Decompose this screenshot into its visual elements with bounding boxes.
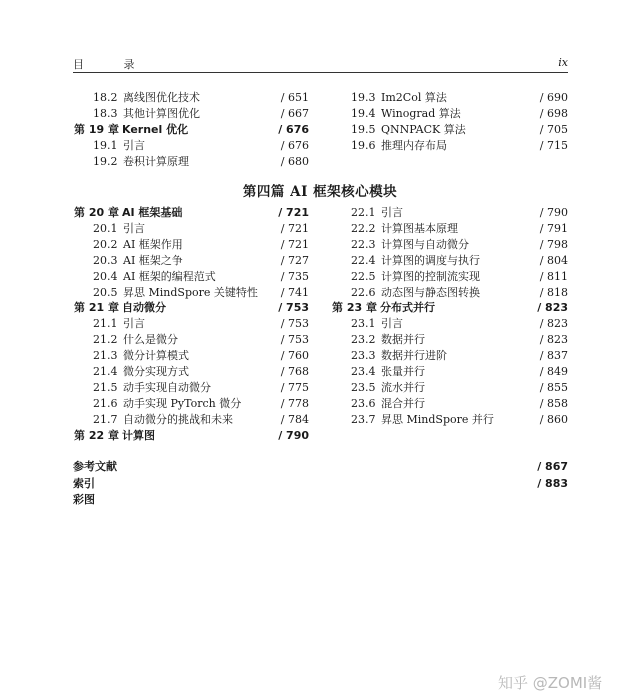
watermark: 知乎 @ZOMI酱 <box>498 674 603 692</box>
toc-section-entry[interactable] <box>332 332 568 348</box>
toc-entry-title: Winograd 算法 <box>381 106 461 120</box>
toc-chapter-entry[interactable] <box>74 205 309 221</box>
toc-section-entry[interactable] <box>74 332 309 348</box>
toc-entry-number: 23.4 <box>351 365 376 378</box>
toc-entry-page: / 778 <box>280 396 309 410</box>
toc-entry-title: 推理内存布局 <box>381 138 447 152</box>
toc-entry-page: / 860 <box>539 412 568 426</box>
running-header <box>73 56 568 72</box>
toc-entry-number: 22.1 <box>351 206 376 219</box>
toc-entry-page: / 721 <box>278 206 309 219</box>
toc-section-entry[interactable] <box>74 237 309 253</box>
toc-entry-number: 第 20 章 <box>74 206 119 219</box>
toc-entry-title: QNNPACK 算法 <box>381 122 466 136</box>
toc-entry-title: AI 框架作用 <box>123 237 183 251</box>
toc-entry-title: 离线图优化技术 <box>123 91 200 104</box>
toc-entry-number: 21.7 <box>93 412 118 426</box>
toc-entry-number: 19.4 <box>351 106 376 120</box>
toc-entry-title: 什么是微分 <box>123 333 178 347</box>
header-page-number: ix <box>558 56 568 69</box>
toc-entry-number: 22.4 <box>351 253 376 267</box>
toc-entry-page: / 791 <box>539 221 568 235</box>
part-title: 第四篇 AI 框架核心模块 <box>242 184 398 200</box>
toc-section-entry[interactable] <box>332 106 568 122</box>
toc-entry-number: 20.4 <box>93 269 118 283</box>
toc-section-entry[interactable] <box>74 412 309 428</box>
toc-entry-title: Kernel 优化 <box>122 122 189 136</box>
toc-entry-number: 20.2 <box>93 237 118 251</box>
toc-entry-number: 23.2 <box>351 333 376 347</box>
toc-entry-number: 21.2 <box>93 333 118 347</box>
toc-entry-number: 18.3 <box>93 106 118 120</box>
toc-entry-number: 20.3 <box>93 253 118 267</box>
toc-entry-title: 昇思 MindSpore 并行 <box>381 412 494 426</box>
toc-entry-page: / 690 <box>539 91 568 104</box>
toc-section-entry[interactable] <box>332 90 568 106</box>
toc-entry-page: / 804 <box>539 253 568 267</box>
toc-entry-title: 计算图的控制流实现 <box>381 269 480 283</box>
toc-section-entry[interactable] <box>332 138 568 154</box>
toc-section-entry[interactable] <box>332 380 568 396</box>
toc-section-entry[interactable] <box>74 380 309 396</box>
toc-entry-page: / 667 <box>280 106 309 120</box>
toc-entry-title: 引言 <box>381 317 403 331</box>
toc-entry-page: / 760 <box>280 349 309 363</box>
toc-entry-page: / 883 <box>537 476 568 490</box>
toc-entry-number: 22.2 <box>351 221 376 235</box>
toc-entry-number: 21.4 <box>93 365 118 378</box>
toc-entry-title: 混合并行 <box>381 396 425 410</box>
toc-chapter-entry[interactable] <box>74 428 309 444</box>
toc-entry-title: 引言 <box>123 317 145 331</box>
toc-entry-title: Im2Col 算法 <box>381 91 447 104</box>
toc-entry-number: 22.3 <box>351 237 376 251</box>
toc-entry-title: 动手实现自动微分 <box>123 380 211 394</box>
toc-entry-number: 23.7 <box>351 412 376 426</box>
toc-entry-number: 21.1 <box>93 317 118 331</box>
toc-entry-title: 分布式并行 <box>380 301 435 315</box>
toc-chapter-entry[interactable] <box>332 300 568 316</box>
toc-entry-page: / 753 <box>280 317 309 331</box>
toc-entry-number: 23.6 <box>351 396 376 410</box>
toc-entry-number: 第 19 章 <box>74 122 119 136</box>
toc-entry-page: / 849 <box>539 365 568 378</box>
toc-backmatter-entry[interactable] <box>73 459 568 475</box>
toc-section-entry[interactable] <box>332 316 568 332</box>
toc-entry-number: 23.3 <box>351 349 376 363</box>
toc-entry-number: 21.3 <box>93 349 118 363</box>
toc-section-entry[interactable] <box>74 253 309 269</box>
toc-entry-title: 彩图 <box>73 493 95 506</box>
toc-entry-page: / 721 <box>280 237 309 251</box>
toc-section-entry[interactable] <box>74 316 309 332</box>
toc-entry-page: / 676 <box>278 122 309 136</box>
toc-entry-number: 19.6 <box>351 138 376 152</box>
toc-entry-number: 第 22 章 <box>74 428 119 442</box>
toc-entry-page: / 753 <box>278 301 309 315</box>
toc-entry-number: 19.1 <box>93 138 118 152</box>
toc-entry-title: 自动微分 <box>122 301 166 315</box>
toc-section-entry[interactable] <box>332 205 568 221</box>
toc-entry-page: / 715 <box>539 138 568 152</box>
toc-entry-title: 卷积计算原理 <box>123 154 189 168</box>
toc-section-entry[interactable] <box>74 106 309 122</box>
toc-entry-page: / 735 <box>280 269 309 283</box>
toc-entry-title: 自动微分的挑战和未来 <box>123 412 233 426</box>
toc-chapter-entry[interactable] <box>74 122 309 138</box>
toc-entry-page: / 698 <box>539 106 568 120</box>
toc-entry-page: / 823 <box>539 333 568 347</box>
toc-entry-page: / 727 <box>280 253 309 267</box>
toc-entry-title: 微分计算模式 <box>123 349 189 363</box>
toc-entry-title: 引言 <box>123 221 145 235</box>
toc-section-entry[interactable] <box>74 269 309 285</box>
toc-entry-page: / 790 <box>539 206 568 219</box>
toc-section-entry[interactable] <box>332 221 568 237</box>
toc-entry-title: 引言 <box>381 206 403 219</box>
toc-section-entry[interactable] <box>74 364 309 380</box>
toc-entry-number: 22.5 <box>351 269 376 283</box>
toc-entry-title: 昇思 MindSpore 关键特性 <box>123 285 258 299</box>
toc-section-entry[interactable] <box>332 269 568 285</box>
toc-entry-page: / 741 <box>280 285 309 299</box>
toc-entry-title: 数据并行进阶 <box>381 349 447 363</box>
toc-entry-page: / 784 <box>280 412 309 426</box>
toc-entry-title: 其他计算图优化 <box>123 106 200 120</box>
toc-section-entry[interactable] <box>332 122 568 138</box>
toc-section-entry[interactable] <box>74 285 309 301</box>
toc-entry-page: / 818 <box>539 285 568 299</box>
toc-entry-title: AI 框架之争 <box>123 253 183 267</box>
toc-section-entry[interactable] <box>332 412 568 428</box>
toc-entry-page: / 775 <box>280 380 309 394</box>
toc-section-entry[interactable] <box>332 396 568 412</box>
toc-entry-page: / 790 <box>278 428 309 442</box>
toc-section-entry[interactable] <box>332 348 568 364</box>
toc-entry-page: / 823 <box>539 317 568 331</box>
toc-section-entry[interactable] <box>74 396 309 412</box>
toc-entry-page: / 798 <box>539 237 568 251</box>
toc-entry-number: 22.6 <box>351 285 376 299</box>
toc-entry-number: 21.6 <box>93 396 118 410</box>
toc-entry-page: / 705 <box>539 122 568 136</box>
toc-entry-title: 微分实现方式 <box>123 365 189 378</box>
toc-entry-number: 第 21 章 <box>74 301 119 315</box>
toc-entry-number: 19.5 <box>351 122 376 136</box>
toc-entry-page: / 867 <box>537 460 568 473</box>
toc-section-entry[interactable] <box>332 285 568 301</box>
toc-entry-page: / 680 <box>280 154 309 168</box>
toc-section-entry[interactable] <box>74 154 309 170</box>
toc-section-entry[interactable] <box>74 221 309 237</box>
toc-backmatter-entry[interactable] <box>73 476 568 492</box>
toc-section-entry[interactable] <box>74 90 309 106</box>
toc-entry-title: 计算图的调度与执行 <box>381 253 480 267</box>
toc-entry-number: 20.1 <box>93 221 118 235</box>
toc-entry-number: 20.5 <box>93 285 118 299</box>
toc-entry-number: 19.3 <box>351 91 376 104</box>
toc-entry-number: 23.5 <box>351 380 376 394</box>
toc-entry-title: 引言 <box>123 138 145 152</box>
toc-entry-page: / 676 <box>280 138 309 152</box>
toc-entry-page: / 768 <box>280 365 309 378</box>
toc-entry-page: / 837 <box>539 349 568 363</box>
toc-entry-page: / 855 <box>539 380 568 394</box>
toc-entry-page: / 823 <box>537 301 568 315</box>
toc-section-entry[interactable] <box>74 138 309 154</box>
header-rule <box>73 72 568 73</box>
toc-entry-page: / 721 <box>280 221 309 235</box>
toc-entry-number: 23.1 <box>351 317 376 331</box>
toc-section-entry[interactable] <box>74 348 309 364</box>
toc-entry-title: 张量并行 <box>381 365 425 378</box>
toc-entry-title: 计算图基本原理 <box>381 221 458 235</box>
toc-entry-title: 计算图 <box>122 428 155 442</box>
toc-entry-number: 19.2 <box>93 154 118 168</box>
toc-entry-title: 动手实现 PyTorch 微分 <box>123 396 242 410</box>
toc-entry-title: 参考文献 <box>73 460 117 473</box>
toc-entry-number: 21.5 <box>93 380 118 394</box>
toc-chapter-entry[interactable] <box>74 300 309 316</box>
toc-entry-page: / 753 <box>280 333 309 347</box>
header-section-title: 目 录 <box>73 58 153 71</box>
toc-backmatter-entry[interactable] <box>73 492 568 508</box>
toc-entry-page: / 651 <box>280 91 309 104</box>
toc-entry-title: 计算图与自动微分 <box>381 237 469 251</box>
toc-section-entry[interactable] <box>332 237 568 253</box>
toc-entry-number: 18.2 <box>93 91 118 104</box>
toc-section-entry[interactable] <box>332 364 568 380</box>
toc-entry-title: AI 框架的编程范式 <box>123 269 216 283</box>
toc-entry-page: / 858 <box>539 396 568 410</box>
toc-entry-page: / 811 <box>539 269 568 283</box>
toc-entry-title: 流水并行 <box>381 380 425 394</box>
toc-entry-title: AI 框架基础 <box>122 206 183 219</box>
toc-section-entry[interactable] <box>332 253 568 269</box>
toc-entry-title: 动态图与静态图转换 <box>381 285 480 299</box>
toc-entry-title: 数据并行 <box>381 333 425 347</box>
toc-entry-title: 索引 <box>73 476 95 490</box>
toc-entry-number: 第 23 章 <box>332 301 377 315</box>
